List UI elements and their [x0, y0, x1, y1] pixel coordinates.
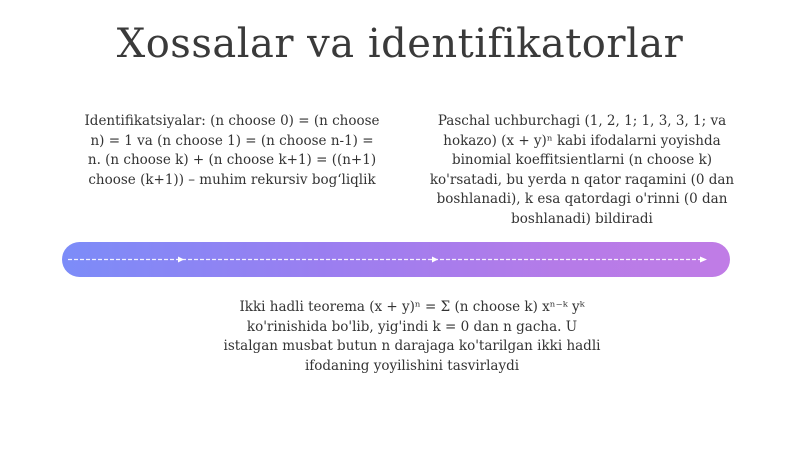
timeline-bar: [62, 242, 730, 277]
timeline-arrow-line: [62, 242, 730, 277]
timeline-arrowhead-3: [700, 257, 707, 263]
binomial-theorem-text: Ikki hadli teorema (x + y)ⁿ = Σ (n choose k) xⁿ⁻ᵏ yᵏ ko'rinishida bo'lib, yig'indi k = 0 dan n gacha. U istalgan musbat butun n darajaga ko'tarilgan ikki hadli ifodaning yoyilishini tasvirlaydi: [223, 299, 601, 374]
pascal-triangle-text: Paschal uchburchagi (1, 2, 1; 1, 3, 3, 1; va hokazo) (x + y)ⁿ kabi ifodalarni yoyishda binomial koeffitsientlarni (n choose k) ko'rsatadi, bu yerda n qator raqamini (0 dan boshlanadi), k esa qatordagi o'rinni (0 dan boshlanadi) bildiradi: [429, 113, 735, 227]
identities-text: Identifikatsiyalar: (n choose 0) = (n choose n) = 1 va (n choose 1) = (n choose n-1) = n. (n choose k) + (n choose k+1) = ((n+1) choose (k+1)) – muhim rekursiv bog‘liqlik: [84, 113, 380, 188]
timeline-arrowhead-2: [432, 257, 438, 263]
slide-title: Xossalar va identifikatorlar: [116, 21, 684, 67]
timeline-arrowhead-1: [178, 257, 184, 263]
